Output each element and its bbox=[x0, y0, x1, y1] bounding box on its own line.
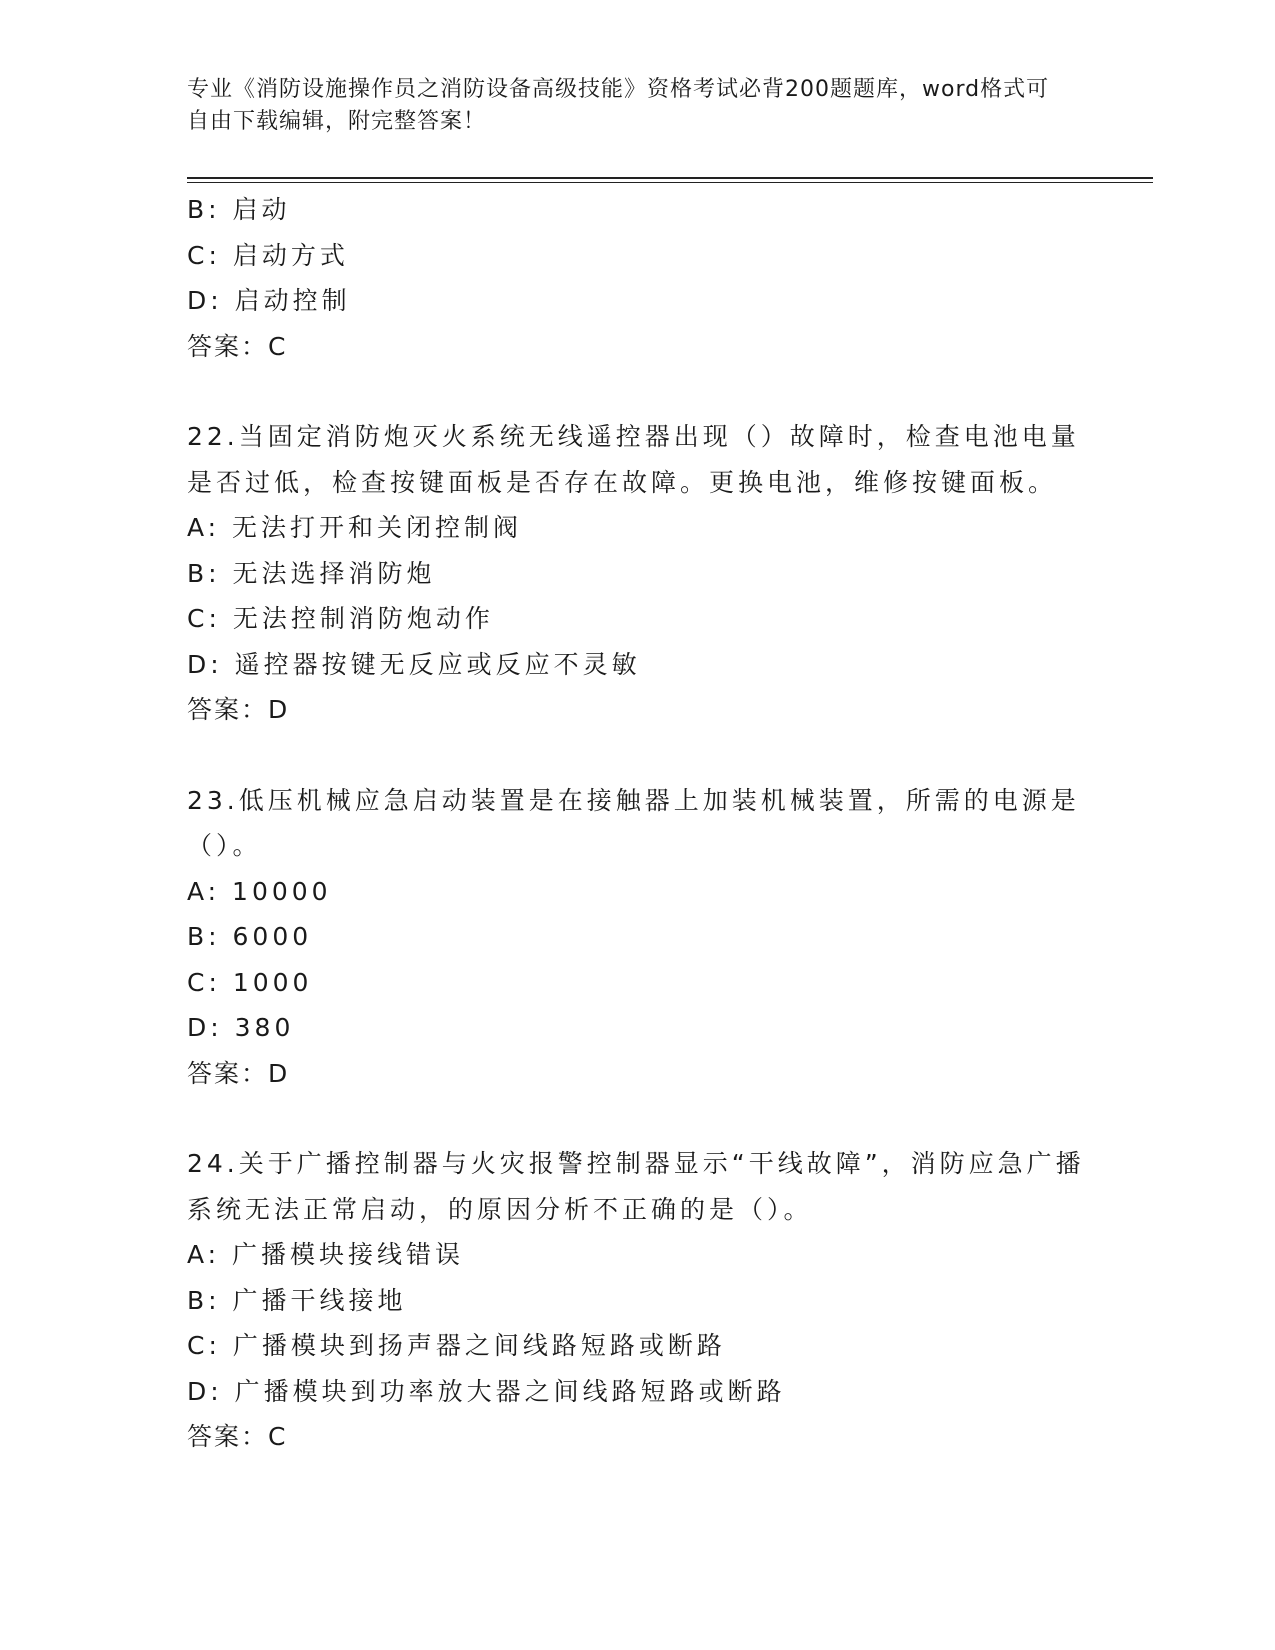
option-label: C: bbox=[187, 1331, 221, 1360]
option-text: 无法打开和关闭控制阀 bbox=[232, 513, 523, 542]
option-b bbox=[187, 914, 1087, 960]
answer: 答案：D bbox=[187, 695, 290, 724]
option-label: A: bbox=[187, 876, 221, 906]
option-c bbox=[187, 960, 1087, 1006]
header-divider-thin bbox=[187, 182, 1153, 183]
option-text: 广播模块到扬声器之间线路短路或断路 bbox=[232, 1331, 726, 1360]
question-stem: 24.关于广播控制器与火灾报警控制器显示“干线故障”，消防应急广播系统无法正常启动，的原因分析不正确的是（）。 bbox=[187, 1149, 1085, 1224]
option-text: 无法控制消防炮动作 bbox=[232, 604, 494, 633]
option-text: 广播干线接地 bbox=[232, 1285, 407, 1315]
option-label: A: bbox=[187, 1240, 221, 1269]
option-text: 1000 bbox=[232, 967, 313, 997]
option-d bbox=[187, 1369, 1087, 1415]
answer: 答案：C bbox=[187, 1422, 288, 1451]
option-d bbox=[187, 278, 1087, 324]
option-text: 380 bbox=[234, 1013, 295, 1042]
option-label: B: bbox=[187, 195, 221, 224]
question-block-22 bbox=[187, 414, 1087, 733]
option-text: 10000 bbox=[232, 876, 332, 906]
option-label: B: bbox=[187, 1285, 221, 1315]
option-label: D: bbox=[187, 1376, 223, 1406]
option-text: 无法选择消防炮 bbox=[232, 558, 436, 588]
option-b bbox=[187, 187, 1087, 233]
option-label: A: bbox=[187, 513, 221, 542]
option-text: 广播模块到功率放大器之间线路短路或断路 bbox=[234, 1376, 786, 1406]
answer: 答案：C bbox=[187, 331, 288, 361]
question-block-23 bbox=[187, 778, 1087, 1097]
option-a bbox=[187, 1232, 1087, 1278]
option-label: B: bbox=[187, 922, 221, 951]
option-d bbox=[187, 642, 1087, 688]
option-text: 广播模块接线错误 bbox=[232, 1240, 465, 1269]
question-block-partial bbox=[187, 187, 1087, 369]
option-text: 6000 bbox=[232, 922, 313, 951]
option-label: D: bbox=[187, 1013, 223, 1042]
option-text: 遥控器按键无反应或反应不灵敏 bbox=[234, 649, 641, 679]
option-b bbox=[187, 1278, 1087, 1324]
option-b bbox=[187, 551, 1087, 597]
option-label: C: bbox=[187, 604, 221, 633]
question-block-24 bbox=[187, 1141, 1087, 1460]
option-label: D: bbox=[187, 286, 223, 315]
question-stem: 23.低压机械应急启动装置是在接触器上加装机械装置，所需的电源是（）。 bbox=[187, 785, 1080, 860]
option-label: B: bbox=[187, 558, 221, 588]
option-a bbox=[187, 505, 1087, 551]
option-text: 启动控制 bbox=[234, 286, 351, 315]
option-c bbox=[187, 1323, 1087, 1369]
option-label: C: bbox=[187, 240, 221, 270]
option-d bbox=[187, 1005, 1087, 1051]
option-c bbox=[187, 233, 1087, 279]
option-text: 启动方式 bbox=[232, 240, 349, 270]
header-divider-thick bbox=[187, 177, 1153, 179]
option-c bbox=[187, 596, 1087, 642]
question-list bbox=[187, 187, 1087, 1460]
question-stem: 22.当固定消防炮灭火系统无线遥控器出现（）故障时，检查电池电量是否过低，检查按键面板是否存在故障。更换电池，维修按键面板。 bbox=[187, 422, 1080, 497]
answer: 答案：D bbox=[187, 1058, 290, 1088]
option-label: D: bbox=[187, 649, 223, 679]
document-header: 专业《消防设施操作员之消防设备高级技能》资格考试必背200题题库，word格式可自由下载编辑，附完整答案！ bbox=[187, 77, 1050, 134]
option-label: C: bbox=[187, 967, 221, 997]
option-a bbox=[187, 869, 1087, 915]
option-text: 启动 bbox=[232, 195, 291, 224]
